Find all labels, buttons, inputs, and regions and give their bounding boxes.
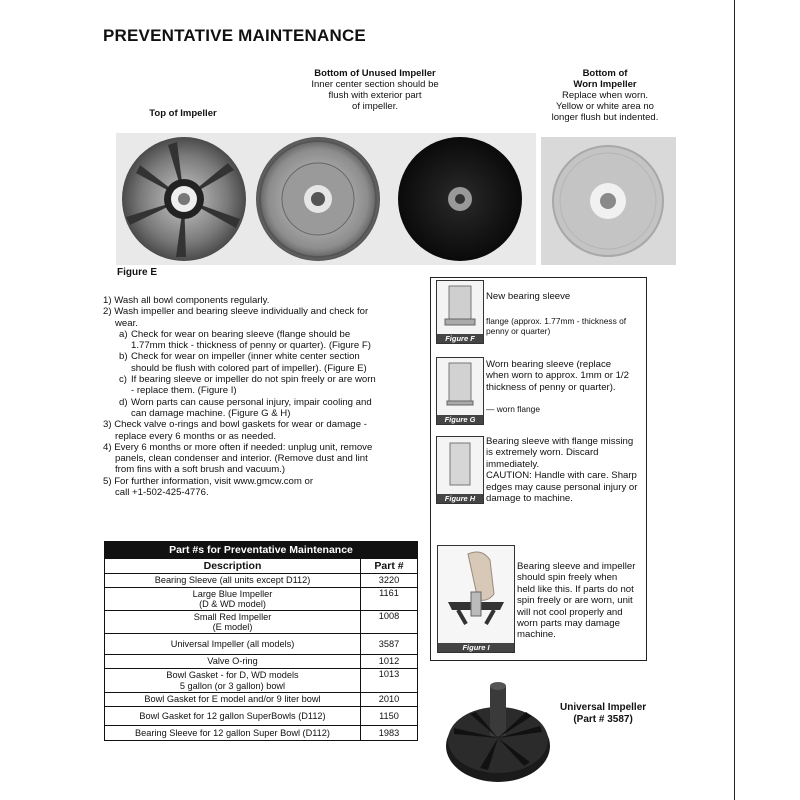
caption-top-of-impeller: Top of Impeller — [149, 108, 217, 119]
universal-impeller-photo — [440, 668, 555, 788]
worn-impeller-photo — [541, 137, 676, 265]
spin-freely-text: Bearing sleeve and impeller should spin freely when held like this. If parts do not spin freely or are worn, unit will not cool properly and worn parts may damage machine. — [517, 561, 636, 641]
universal-impeller-caption: Universal Impeller (Part # 3587) — [560, 702, 647, 725]
parts-table-heading: Part #s for Preventative Maintenance — [105, 542, 418, 559]
col-part-number: Part # — [361, 559, 418, 574]
figure-h-photo — [436, 436, 484, 504]
maintenance-steps — [103, 295, 423, 498]
caption-unused-impeller: Bottom of Unused Impeller Inner center section should be flush with exterior part of impeller. — [311, 68, 439, 112]
page-border-line — [734, 0, 735, 800]
impeller-top-icon — [122, 137, 246, 261]
step-2: 2) Wash impeller and bearing sleeve individually and check for wear. — [103, 306, 369, 329]
table-row: Bowl Gasket for 12 gallon SuperBowls (D112) 1150 — [105, 707, 418, 726]
table-row: Bowl Gasket - for D, WD models 5 gallon (or 3 gallon) bowl 1013 — [105, 669, 418, 693]
step-3: 3) Check valve o-rings and bowl gaskets for wear or damage - replace every 6 months or as needed. — [103, 419, 367, 442]
caption-worn-impeller: Bottom of Worn Impeller Replace when worn. Yellow or white area no longer flush but indented. — [551, 68, 659, 123]
figure-i-photo — [437, 545, 515, 653]
impeller-black-bottom-icon — [398, 137, 522, 261]
table-row: Valve O-ring 1012 — [105, 655, 418, 669]
step-1: 1) Wash all bowl components regularly. — [103, 295, 270, 306]
universal-impeller-icon — [440, 668, 555, 788]
step-2d: d) Worn parts can cause personal injury, impair cooling and can damage machine. (Figure G & H) — [119, 396, 372, 419]
table-row: Universal Impeller (all models) 3587 — [105, 634, 418, 655]
table-row: Bearing Sleeve (all units except D112) 3220 — [105, 574, 418, 588]
new-sleeve-text: New bearing sleeve — [486, 291, 571, 302]
table-row: Bearing Sleeve for 12 gallon Super Bowl (D112) 1983 — [105, 726, 418, 741]
step-5: 5) For further information, visit www.gmcw.com or call +1-502-425-4776. — [103, 475, 314, 499]
table-row: Bowl Gasket for E model and/or 9 liter bowl 2010 — [105, 693, 418, 707]
step-2b: b) Check for wear on impeller (inner white center section should be flush with colored part of impeller). (Figure E) — [119, 351, 367, 374]
step-2a: a) Check for wear on bearing sleeve (flange should be 1.77mm thick - thickness of penny or quarter). (Figure F) — [119, 328, 371, 352]
figure-g-photo — [436, 357, 484, 425]
figure-h-label: Figure H — [437, 494, 483, 503]
table-row: Small Red Impeller (E model) 1008 — [105, 611, 418, 634]
figure-e-label: Figure E — [117, 267, 158, 278]
page-title: PREVENTATIVE MAINTENANCE — [103, 26, 366, 45]
worn-flange-note: — worn flange — [486, 404, 541, 414]
worn-sleeve-text: Worn bearing sleeve (replace when worn to approx. 1mm or 1/2 thickness of penny or quarter). — [486, 359, 629, 393]
col-description: Description — [105, 559, 361, 574]
parts-table — [104, 541, 418, 741]
impeller-unused-bottom-icon — [256, 137, 380, 261]
missing-flange-text: Bearing sleeve with flange missing is extremely worn. Discard immediately. CAUTION: Handle with care. Sharp edges may cause personal injury or damage to machine. — [486, 436, 638, 505]
figure-f-photo — [436, 280, 484, 344]
figure-g-label: Figure G — [437, 415, 483, 424]
step-4: 4) Every 6 months or more often if needed: unplug unit, remove panels, clean condenser and interior. (Remove dust and lint from fins with a soft brush and vacuum.) — [103, 441, 373, 476]
figure-e-photo — [116, 133, 536, 265]
table-row: Large Blue Impeller (D & WD model) 1161 — [105, 588, 418, 611]
flange-note: flange (approx. 1.77mm - thickness of penny or quarter) — [486, 316, 627, 336]
step-2c: c) If bearing sleeve or impeller do not spin freely or are worn - replace them. (Figure I) — [119, 374, 376, 397]
figure-f-label: Figure F — [437, 334, 483, 343]
figure-i-label: Figure I — [438, 643, 514, 652]
